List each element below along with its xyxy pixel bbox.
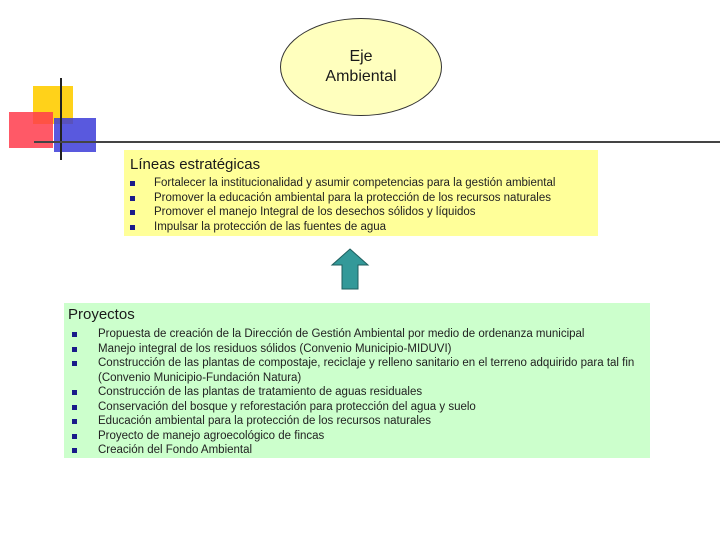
list-item [130,176,598,191]
lineas-estrategicas-box [124,150,598,236]
square-bullet-icon [72,390,77,395]
list-item [68,429,650,444]
list-item [68,327,650,342]
decor-horizontal-line [34,141,720,143]
proyectos-list [68,327,650,458]
list-item-text: Construcción de las plantas de tratamiento de aguas residuales [98,386,423,398]
up-arrow-icon [330,247,370,291]
list-item-text: Creación del Fondo Ambiental [98,444,253,456]
list-item [68,400,650,415]
square-bullet-icon [72,347,77,352]
list-item-text: Propuesta de creación de la Dirección de Gestión Ambiental por medio de ordenanza municipal [98,328,585,340]
square-bullet-icon [72,405,77,410]
square-bullet-icon [72,361,77,366]
list-item [130,220,598,235]
eje-ambiental-ellipse [280,18,442,116]
list-item [68,385,650,400]
square-bullet-icon [130,225,135,230]
decor-vertical-line [60,78,62,160]
list-item [130,191,598,206]
proyectos-box [64,303,650,458]
list-item-text: Educación ambiental para la protección de los recursos naturales [98,415,432,427]
list-item-text: Promover la educación ambiental para la protección de los recursos naturales [154,191,551,204]
list-item [68,356,650,385]
ellipse-line-2: Ambiental [325,68,397,85]
list-item [68,443,650,458]
list-item-text: Construcción de las plantas de compostaje, reciclaje y relleno sanitario en el terreno adquirido para tal fin (Convenio Municipio-Fundación Natura) [98,357,635,384]
square-bullet-icon [72,419,77,424]
list-item [130,205,598,220]
lineas-list [130,176,598,234]
list-item-text: Promover el manejo Integral de los desechos sólidos y líquidos [154,206,476,218]
ellipse-line-1: Eje [349,48,373,65]
square-bullet-icon [72,448,77,453]
list-item-text: Impulsar la protección de las fuentes de agua [154,220,387,233]
list-item-text: Proyecto de manejo agroecológico de fincas [98,429,325,442]
proyectos-title: Proyectos [68,306,135,323]
list-item [68,414,650,429]
list-item-text: Conservación del bosque y reforestación para protección del agua y suelo [98,400,476,413]
square-bullet-icon [130,181,135,186]
square-bullet-icon [72,434,77,439]
square-bullet-icon [130,196,135,201]
lineas-title: Líneas estratégicas [130,156,261,173]
square-bullet-icon [72,332,77,337]
square-bullet-icon [130,210,135,215]
list-item-text: Fortalecer la institucionalidad y asumir competencias para la gestión ambiental [154,177,556,189]
list-item [68,342,650,357]
list-item-text: Manejo integral de los residuos sólidos (Convenio Municipio-MIDUVI) [98,342,452,355]
